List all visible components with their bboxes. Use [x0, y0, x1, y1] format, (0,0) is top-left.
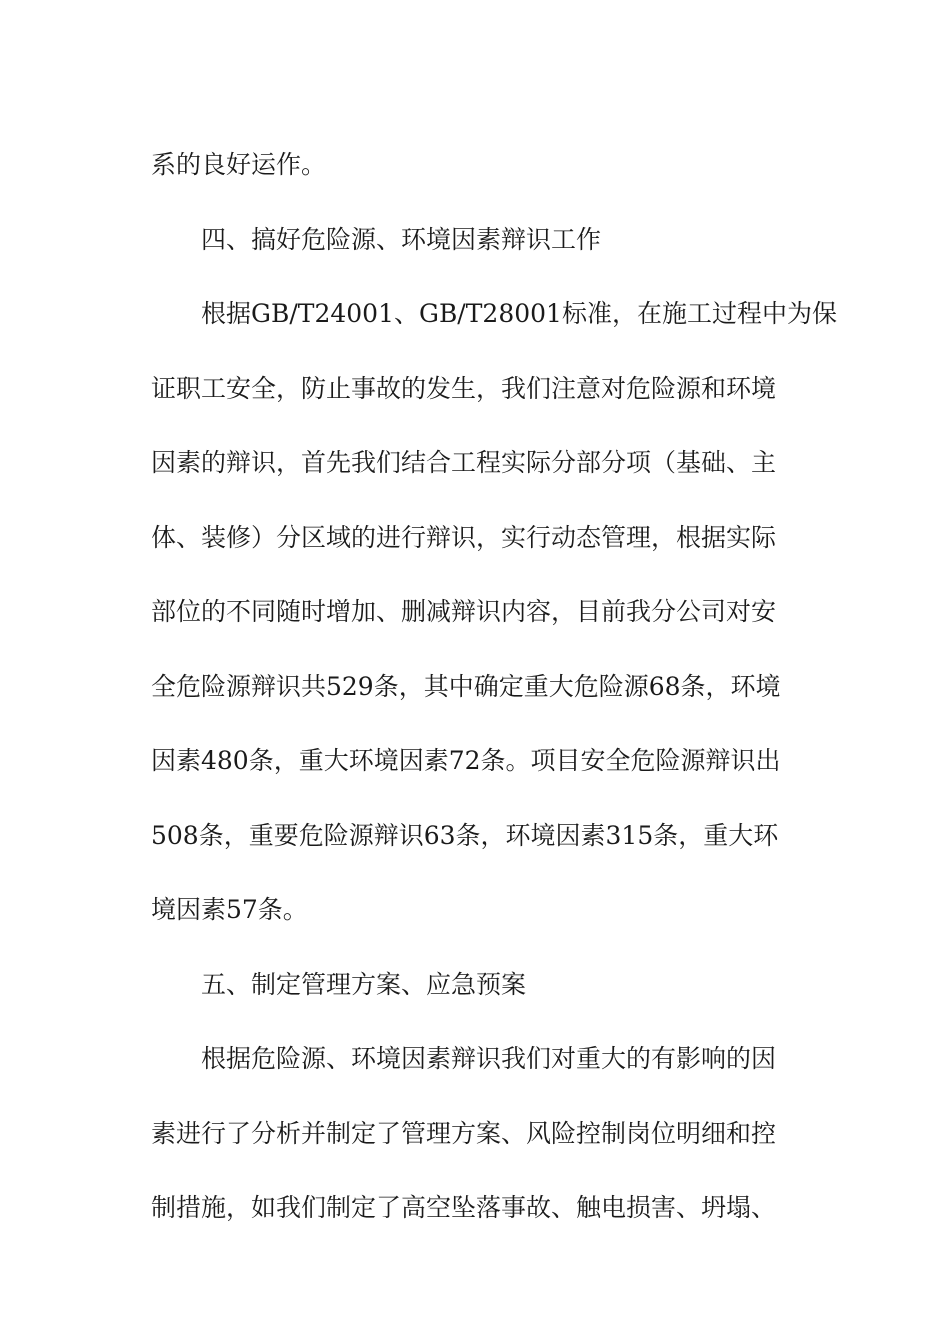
body-text	[151, 128, 837, 1246]
section-heading-4: 四、搞好危险源、环境因素辩识工作	[201, 224, 602, 254]
section-heading-5: 五、制定管理方案、应急预案	[201, 969, 527, 999]
text-line-5: 因素的辩识，首先我们结合工程实际分部分项（基础、主	[151, 448, 777, 477]
text-line-1: 系的良好运作。	[151, 150, 327, 179]
text-line-4: 证职工安全，防止事故的发生，我们注意对危险源和环境	[151, 373, 777, 403]
text-line-11: 境因素57条。	[151, 895, 308, 924]
text-line-15: 制措施，如我们制定了高空坠落事故、触电损害、坍塌、	[151, 1193, 777, 1222]
text-line-10: 508条，重要危险源辩识63条，环境因素315条，重大环	[151, 820, 779, 850]
text-line-3: 根据GB/T24001、GB/T28001标准，在施工过程中为保	[201, 299, 837, 328]
text-line-6: 体、装修）分区域的进行辩识，实行动态管理，根据实际	[151, 522, 777, 552]
text-line-9: 因素480条，重大环境因素72条。项目安全危险源辩识出	[151, 746, 781, 775]
text-line-14: 素进行了分析并制定了管理方案、风险控制岗位明细和控	[151, 1118, 777, 1148]
text-line-13: 根据危险源、环境因素辩识我们对重大的有影响的因	[201, 1044, 777, 1073]
text-line-7: 部位的不同随时增加、删减辩识内容，目前我分公司对安	[151, 597, 777, 626]
text-line-8: 全危险源辩识共529条，其中确定重大危险源68条，环境	[151, 671, 781, 701]
